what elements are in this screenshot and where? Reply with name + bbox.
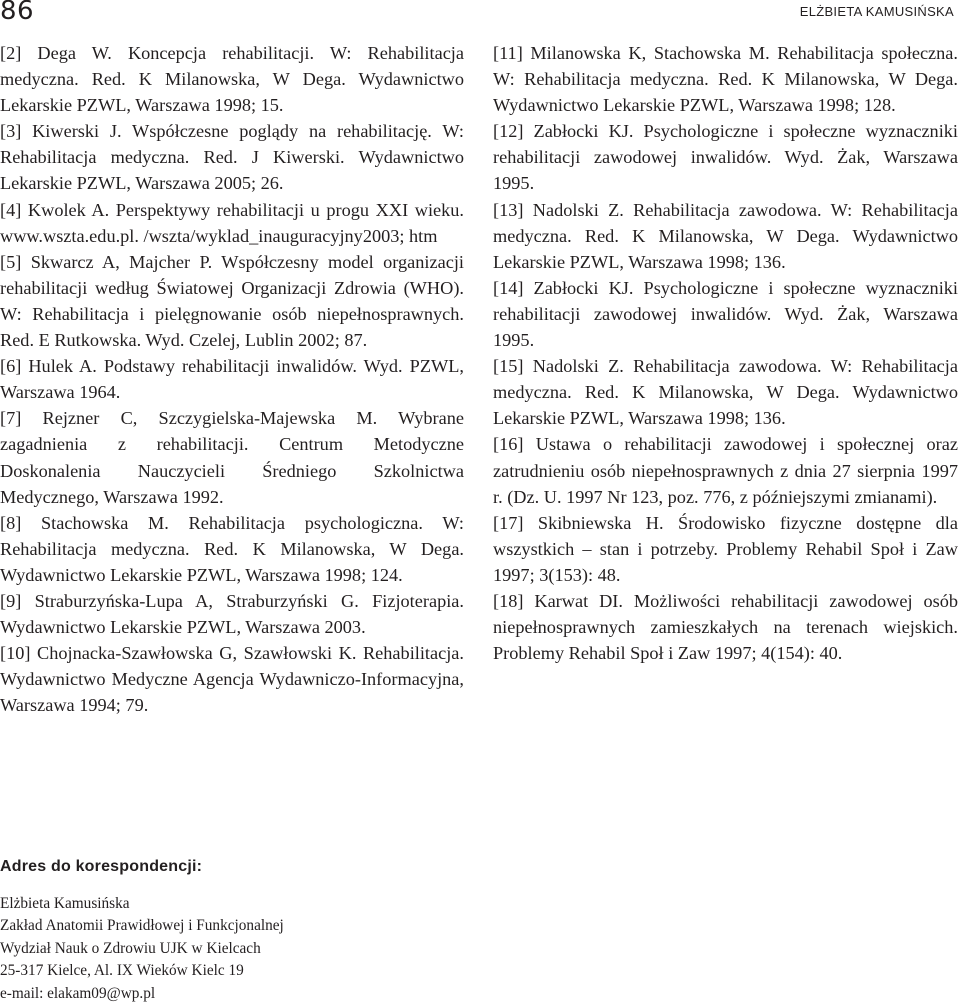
reference-item: [11] Milanowska K, Stachowska M. Rehabilitacja społeczna. W: Rehabilitacja medyczna. Red. K Milanowska, W Dega. Wydawnictwo Lekarskie PZWL, Warszawa 1998; 128. [493, 43, 958, 116]
reference-item: [7] Rejzner C, Szczygielska-Majewska M. Wybrane zagadnienia z rehabilitacji. Centrum Metodyczne Doskonalenia Nauczycieli Średniego Szkolnictwa Medycznego, Warszawa 1992. [0, 408, 464, 507]
reference-item: [5] Skwarcz A, Majcher P. Współczesny model organizacji rehabilitacji według Światowej Organizacji Zdrowia (WHO). W: Rehabilitacja i pielęgnowanie osób niepełnosprawnych. Red. E Rutkowska. Wyd. Czelej, Lublin 2002; 87. [0, 251, 464, 351]
reference-item: [14] Zabłocki KJ. Psychologiczne i społeczne wyznaczniki rehabilitacji zawodowej inwalidów. Wyd. Żak, Warszawa 1995. [493, 277, 958, 351]
references-right-column [493, 40, 958, 666]
correspondence-heading: Adres do korespondencji: [0, 858, 203, 875]
reference-item: [15] Nadolski Z. Rehabilitacja zawodowa. W: Rehabilitacja medyczna. Red. K Milanowska, W Dega. Wydawnictwo Lekarskie PZWL, Warszawa 1998; 136. [493, 356, 958, 429]
reference-item: [6] Hulek A. Podstawy rehabilitacji inwalidów. Wyd. PZWL, Warszawa 1964. [0, 356, 464, 403]
reference-item: [13] Nadolski Z. Rehabilitacja zawodowa. W: Rehabilitacja medyczna. Red. K Milanowska, W Dega. Wydawnictwo Lekarskie PZWL, Warszawa 1998; 136. [493, 199, 958, 272]
correspondence-block [0, 858, 600, 1005]
reference-item: [9] Straburzyńska-Lupa A, Straburzyński G. Fizjoterapia. Wydawnictwo Lekarskie PZWL, Warszawa 2003. [0, 590, 464, 638]
correspondence-email: e-mail: elakam09@wp.pl [0, 984, 156, 1002]
running-head: ELŻBIETA KAMUSIŃSKA [799, 4, 954, 19]
correspondence-name: Elżbieta Kamusińska [0, 895, 130, 912]
reference-item: [18] Karwat DI. Możliwości rehabilitacji zawodowej osób niepełnosprawnych zamieszkałych na terenach wiejskich. Problemy Rehabil Społ i Zaw 1997; 4(154): 40. [493, 590, 958, 664]
correspondence-faculty: Wydział Nauk o Zdrowiu UJK w Kielcach [0, 939, 261, 957]
reference-item: [12] Zabłocki KJ. Psychologiczne i społeczne wyznaczniki rehabilitacji zawodowej inwalidów. Wyd. Żak, Warszawa 1995. [493, 121, 958, 194]
reference-item: [17] Skibniewska H. Środowisko fizyczne dostępne dla wszystkich – stan i potrzeby. Problemy Rehabil Społ i Zaw 1997; 3(153): 48. [493, 512, 958, 585]
page-number: 86 [0, 0, 35, 26]
reference-item: [4] Kwolek A. Perspektywy rehabilitacji u progu XXI wieku. www.wszta.edu.pl. /wszta/wyklad_inauguracyjny2003; htm [0, 199, 464, 246]
reference-item: [10] Chojnacka-Szawłowska G, Szawłowski K. Rehabilitacja. Wydawnictwo Medyczne Agencja Wydawniczo-Informacyjna, Warszawa 1994; 79. [0, 643, 464, 716]
page-header [0, 0, 960, 30]
correspondence-address: 25-317 Kielce, Al. IX Wieków Kielc 19 [0, 962, 244, 980]
correspondence-department: Zakład Anatomii Prawidłowej i Funkcjonalnej [0, 917, 284, 935]
reference-item: [2] Dega W. Koncepcja rehabilitacji. W: Rehabilitacja medyczna. Red. K Milanowska, W Dega. Wydawnictwo Lekarskie PZWL, Warszawa 1998; 15. [0, 43, 464, 116]
references-left-column [0, 40, 464, 718]
reference-item: [8] Stachowska M. Rehabilitacja psychologiczna. W: Rehabilitacja medyczna. Red. K Milanowska, W Dega. Wydawnictwo Lekarskie PZWL, Warszawa 1998; 124. [0, 512, 464, 585]
reference-item: [16] Ustawa o rehabilitacji zawodowej i społecznej oraz zatrudnieniu osób niepełnosprawnych z dnia 27 sierpnia 1997 r. (Dz. U. 1997 Nr 123, poz. 776, z późniejszymi zmianami). [493, 434, 958, 507]
reference-item: [3] Kiwerski J. Współczesne poglądy na rehabilitację. W: Rehabilitacja medyczna. Red. J Kiwerski. Wydawnictwo Lekarskie PZWL, Warszawa 2005; 26. [0, 121, 464, 194]
